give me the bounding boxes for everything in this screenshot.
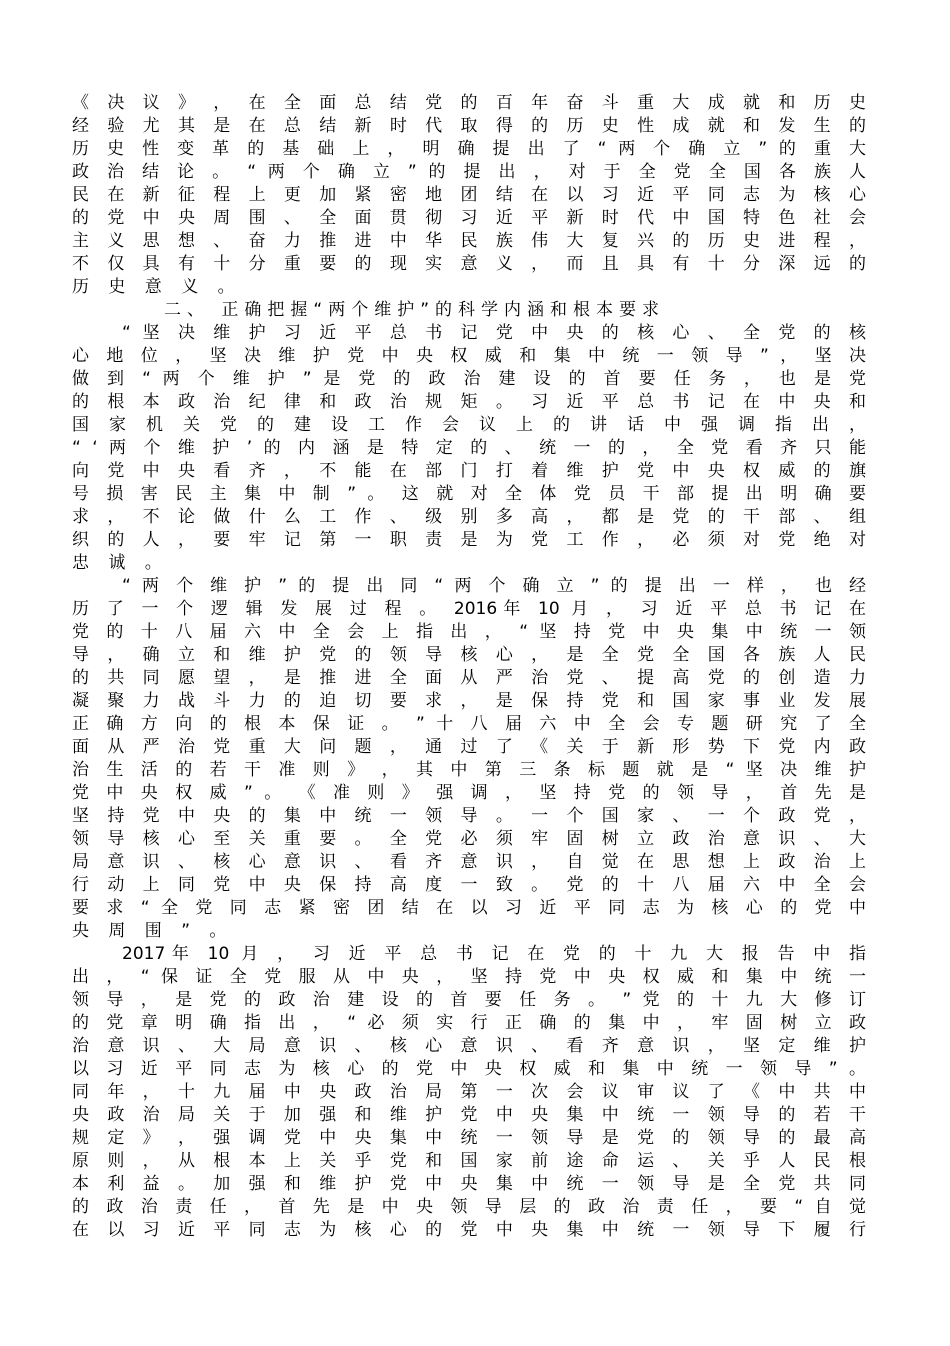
text-line: 的 政 治 责 任 ， 首 先 是 中 央 领 导 层 的 政 治 责 任 ， 要 “ 自 觉 [72, 1197, 866, 1217]
text-line: 民 在 新 征 程 上 更 加 紧 密 地 团 结 在 以 习 近 平 同 志 为 核 心 [72, 185, 866, 205]
text-line: 做 到 “ 两 个 维 护 ” 是 党 的 政 治 建 设 的 首 要 任 务 ， 也 是 党 [72, 369, 866, 389]
text-line: 治 意 识 、 大 局 意 识 、 核 心 意 识 、 看 齐 意 识 ， 坚 定 维 护 [72, 1036, 866, 1056]
text-line: 历 史 意 义 。 [72, 277, 242, 297]
text-line: 要 求 “ 全 党 同 志 紧 密 团 结 在 以 习 近 平 同 志 为 核 心 的 党 中 [72, 898, 866, 918]
text-line: 的 根 本 政 治 纪 律 和 政 治 规 矩 。 习 近 平 总 书 记 在 中 央 和 [72, 392, 866, 412]
text-line: “ ‘ 两 个 维 护 ’ 的 内 涵 是 特 定 的 、 统 一 的 ， 全 党 看 齐 只 能 [72, 438, 866, 458]
text-line: 规 定 》 ， 强 调 党 中 央 集 中 统 一 领 导 是 党 的 领 导 的 最 高 [72, 1128, 866, 1148]
text-line: 领 导 ， 是 党 的 政 治 建 设 的 首 要 任 务 。 ” 党 的 十 九 大 修 订 [72, 990, 866, 1010]
text-line: 历 了 一 个 逻 辑 发 展 过 程 。 2016年 10 月 ， 习 近 平 总 书 记 在 [72, 599, 866, 619]
text-line: 央 周 围 ” 。 [72, 921, 234, 941]
text-line: 以 习 近 平 同 志 为 核 心 的 党 中 央 权 威 和 集 中 统 一 领 导 ” 。 [72, 1059, 866, 1079]
text-line: 的 共 同 愿 望 ， 是 推 进 全 面 从 严 治 党 、 提 高 党 的 创 造 力 [72, 668, 866, 688]
text-line: 局 意 识 、 核 心 意 识 、 看 齐 意 识 ， 自 觉 在 思 想 上 政 治 上 [72, 852, 866, 872]
text-line: 党 中 央 权 威 ” 。 《 准 则 》 强 调 ， 坚 持 党 的 领 导 ， 首 先 是 [72, 783, 866, 803]
text-line: 原 则 ， 从 根 本 上 关 乎 党 和 国 家 前 途 命 运 、 关 乎 人 民 根 [72, 1151, 866, 1171]
text-line: 央 政 治 局 关 于 加 强 和 维 护 党 中 央 集 中 统 一 领 导 的 若 干 [72, 1105, 866, 1125]
document-page [72, 92, 866, 1242]
text-line: 忠 诚 。 [72, 553, 169, 573]
text-line: 政 治 结 论 。 “ 两 个 确 立 ” 的 提 出 ， 对 于 全 党 全 国 各 族 人 [72, 162, 866, 182]
text-line: 出 ， “ 保 证 全 党 服 从 中 央 ， 坚 持 党 中 央 权 威 和 集 中 统 一 [72, 967, 866, 987]
text-line: 号 损 害 民 主 集 中 制 ” 。 这 就 对 全 体 党 员 干 部 提 出 明 确 要 [72, 484, 866, 504]
text-line: 党 的 十 八 届 六 中 全 会 上 指 出 ， “ 坚 持 党 中 央 集 中 统 一 领 [72, 622, 866, 642]
text-line: 的 党 中 央 周 围 、 全 面 贯 彻 习 近 平 新 时 代 中 国 特 色 社 会 [72, 208, 866, 228]
section-heading: 二、 正确把握“两个维护”的科学内涵和根本要求 [164, 300, 666, 320]
text-line: 求 ， 不 论 做 什 么 工 作 、 级 别 多 高 ， 都 是 党 的 干 部 、 组 [72, 507, 866, 527]
text-line: 向 党 中 央 看 齐 ， 不 能 在 部 门 打 着 维 护 党 中 央 权 威 的 旗 [72, 461, 866, 481]
text-line: 同 年 ， 十 九 届 中 央 政 治 局 第 一 次 会 议 审 议 了 《 中 共 中 [72, 1082, 866, 1102]
text-line: 坚 持 党 中 央 的 集 中 统 一 领 导 。 一 个 国 家 、 一 个 政 党 ， [72, 806, 866, 826]
text-line: 本 利 益 。 加 强 和 维 护 党 中 央 集 中 统 一 领 导 是 全 党 共 同 [72, 1174, 866, 1194]
text-line: 历 史 性 变 革 的 基 础 上 ， 明 确 提 出 了 “ 两 个 确 立 ” 的 重 大 [72, 139, 866, 159]
text-line: 心 地 位 ， 坚 决 维 护 党 中 央 权 威 和 集 中 统 一 领 导 ” ， 坚 决 [72, 346, 866, 366]
text-line: “ 坚 决 维 护 习 近 平 总 书 记 党 中 央 的 核 心 、 全 党 的 核 [122, 323, 866, 343]
paragraph-two-safeguards [72, 322, 866, 575]
paragraph-2017-report [72, 943, 866, 1242]
text-line: 不 仅 具 有 十 分 重 要 的 现 实 意 义 ， 而 且 具 有 十 分 深 远 的 [72, 254, 866, 274]
text-line: 导 ， 确 立 和 维 护 党 的 领 导 核 心 ， 是 全 党 全 国 各 族 人 民 [72, 645, 866, 665]
text-line: 行 动 上 同 党 中 央 保 持 高 度 一 致 。 党 的 十 八 届 六 中 全 会 [72, 875, 866, 895]
text-line: 面 从 严 治 党 重 大 问 题 ， 通 过 了 《 关 于 新 形 势 下 党 内 政 [72, 737, 866, 757]
text-line: 在 以 习 近 平 同 志 为 核 心 的 党 中 央 集 中 统 一 领 导 下 履 行 [72, 1220, 866, 1240]
text-line: “ 两 个 维 护 ” 的 提 出 同 “ 两 个 确 立 ” 的 提 出 一 样 ， 也 经 [122, 576, 866, 596]
text-line: 的 党 章 明 确 指 出 ， “ 必 须 实 行 正 确 的 集 中 ， 牢 固 树 立 政 [72, 1013, 866, 1033]
text-line: 经 验 尤 其 是 在 总 结 新 时 代 取 得 的 历 史 性 成 就 和 发 生 的 [72, 116, 866, 136]
text-line: 国 家 机 关 党 的 建 设 工 作 会 议 上 的 讲 话 中 强 调 指 出 ， [72, 415, 866, 435]
text-line: 正 确 方 向 的 根 本 保 证 。 ” 十 八 届 六 中 全 会 专 题 研 究 了 全 [72, 714, 866, 734]
text-line: 凝 聚 力 战 斗 力 的 迫 切 要 求 ， 是 保 持 党 和 国 家 事 业 发 展 [72, 691, 866, 711]
paragraph-2016-development [72, 575, 866, 943]
paragraph-decision-conclusion [72, 92, 866, 299]
text-line: 《 决 议 》 ， 在 全 面 总 结 党 的 百 年 奋 斗 重 大 成 就 和 历 史 [72, 93, 866, 113]
text-line: 织 的 人 ， 要 牢 记 第 一 职 责 是 为 党 工 作 ， 必 须 对 党 绝 对 [72, 530, 866, 550]
text-line: 2017年 10 月 ， 习 近 平 总 书 记 在 党 的 十 九 大 报 告 中 指 [122, 944, 866, 964]
text-line: 领 导 核 心 至 关 重 要 。 全 党 必 须 牢 固 树 立 政 治 意 识 、 大 [72, 829, 866, 849]
text-line: 主 义 思 想 、 奋 力 推 进 中 华 民 族 伟 大 复 兴 的 历 史 进 程 ， [72, 231, 866, 251]
text-line: 治 生 活 的 若 干 准 则 》 ， 其 中 第 三 条 标 题 就 是 “ 坚 决 维 护 [72, 760, 866, 780]
